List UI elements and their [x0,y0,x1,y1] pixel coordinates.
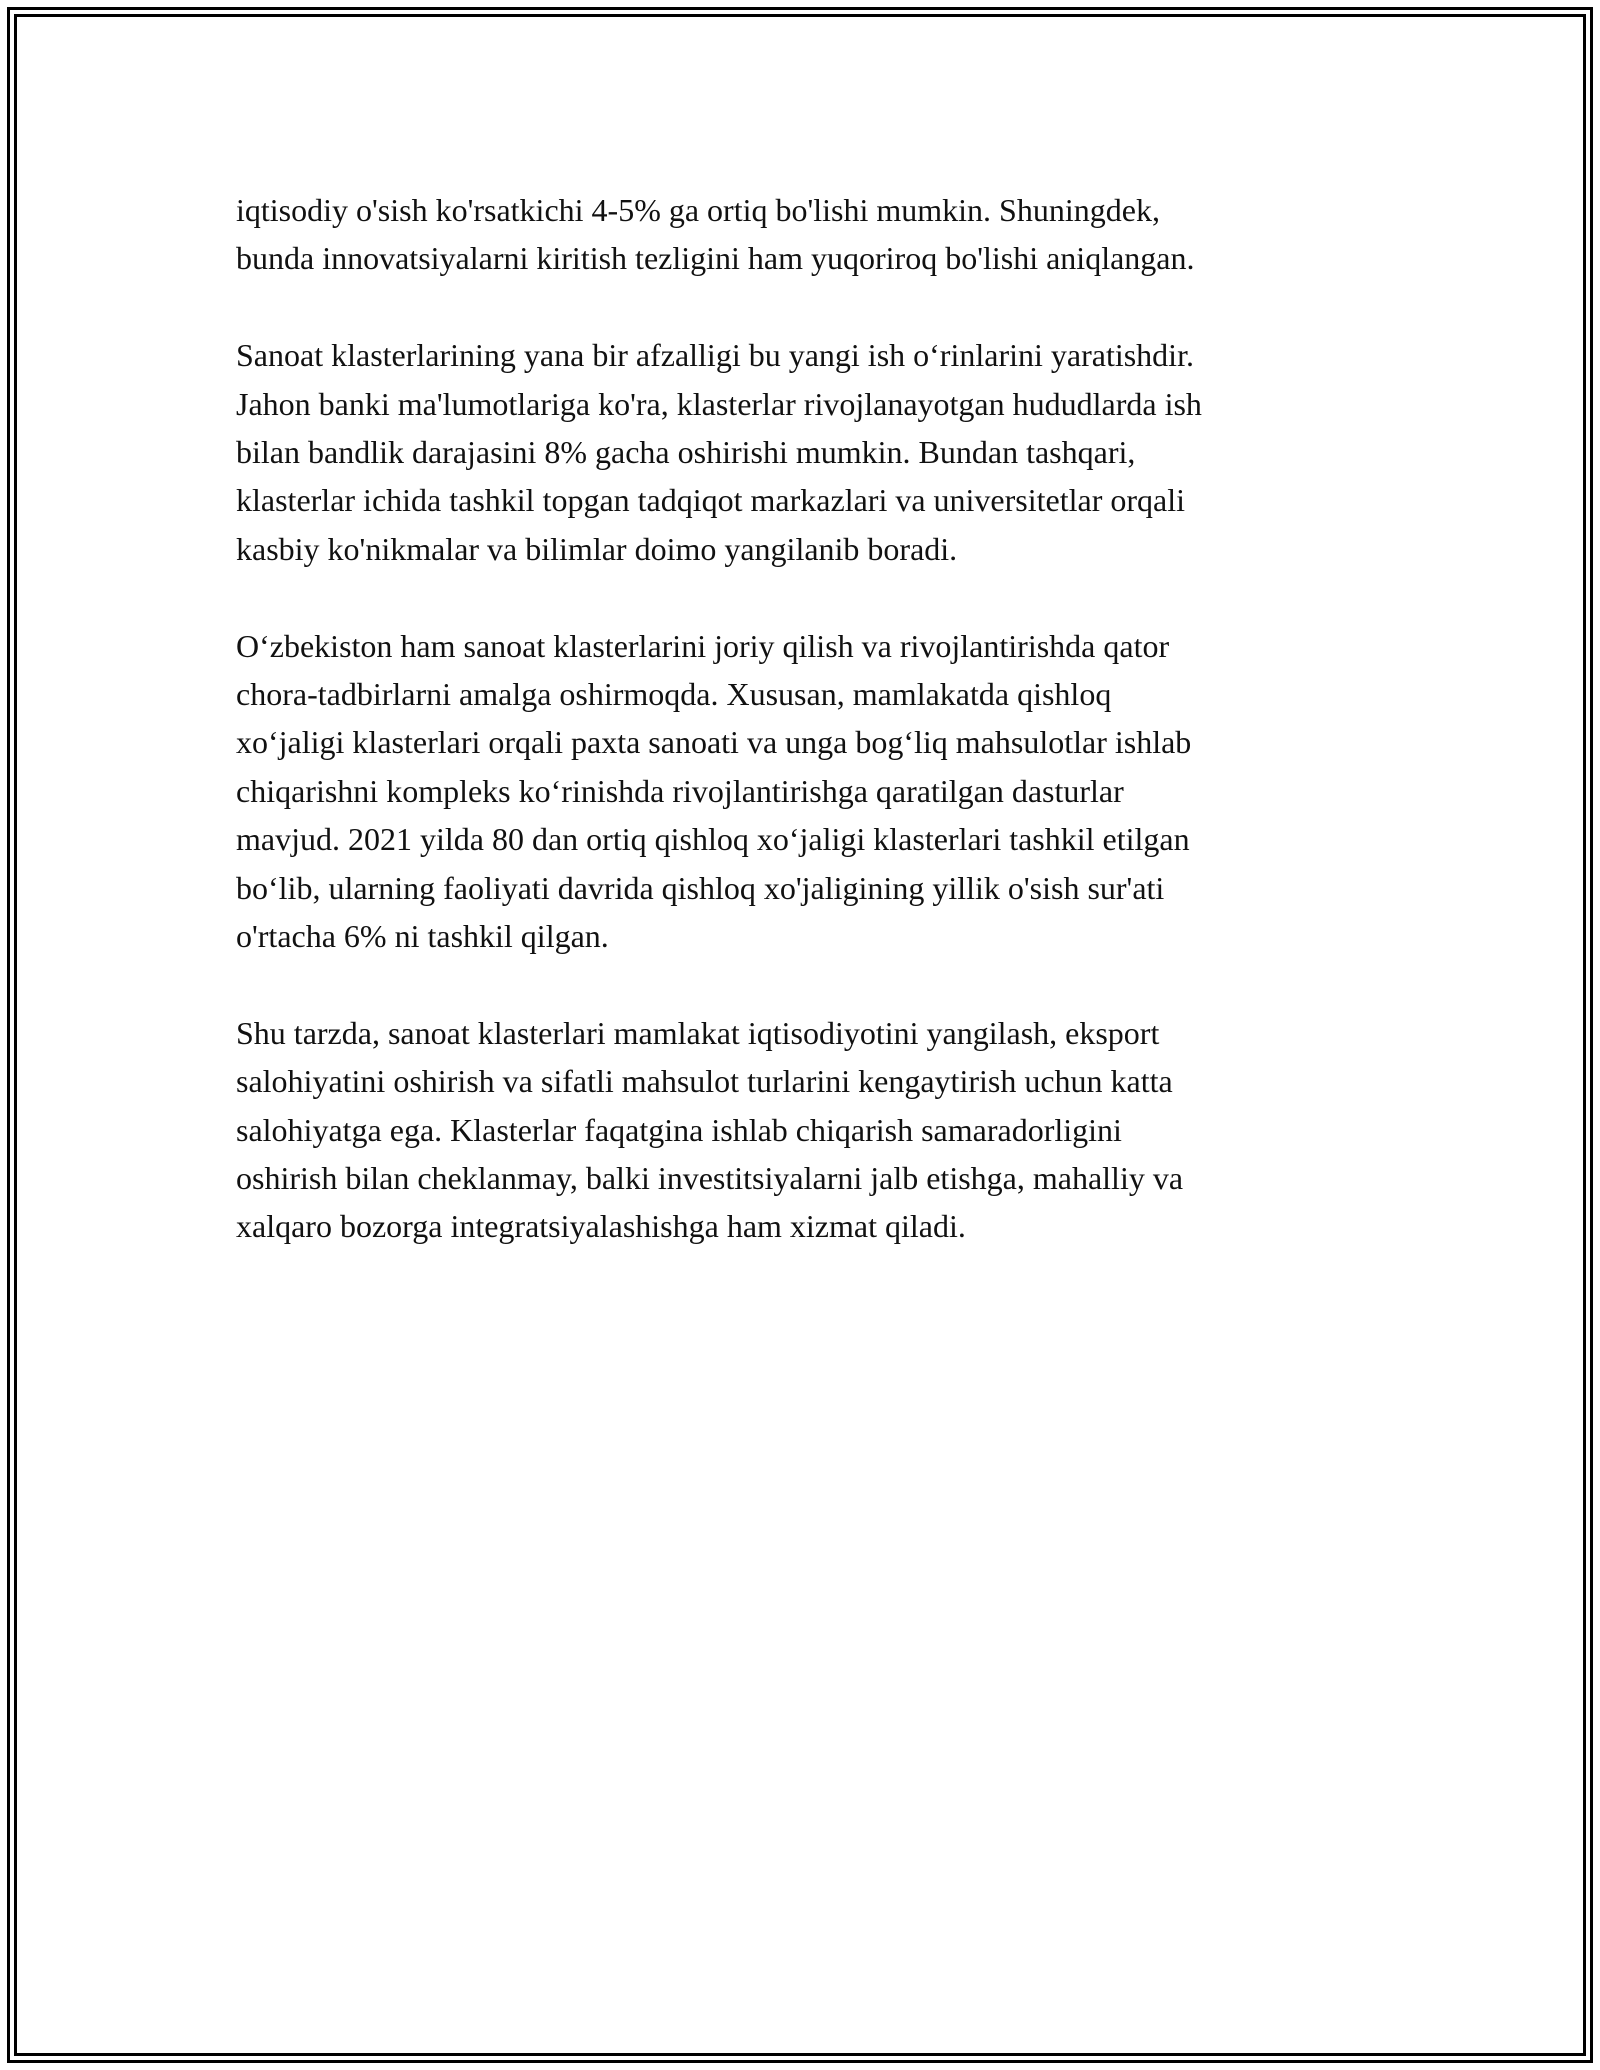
text-line: Jahon banki ma'lumotlariga ko'ra, klasterlar rivojlanayotgan hududlarda ish [236,385,1202,422]
text-line: oshirish bilan cheklanmay, balki investitsiyalarni jalb etishga, mahalliy va [236,1160,1184,1197]
text-line: Sanoat klasterlarining yana bir afzalligi bu yangi ish o‘rinlarini yaratishdir. [236,337,1194,374]
text-line: salohiyatga ega. Klasterlar faqatgina ishlab chiqarish samaradorligini [236,1111,1122,1148]
text-line: bilan bandlik darajasini 8% gacha oshirishi mumkin. Bundan tashqari, [236,434,1136,471]
paragraph-4 [236,1009,1386,1251]
text-line: mavjud. 2021 yilda 80 dan ortiq qishloq xo‘jaligi klasterlari tashkil etilgan [236,821,1190,858]
text-line: chiqarishni kompleks ko‘rinishda rivojlantirishga qaratilgan dasturlar [236,772,1124,809]
text-line: klasterlar ichida tashkil topgan tadqiqot markazlari va universitetlar orqali [236,482,1185,519]
document-body [236,186,1386,1299]
text-line: salohiyatini oshirish va sifatli mahsulot turlarini kengaytirish uchun katta [236,1063,1173,1100]
paragraph-3 [236,622,1386,961]
text-line: bo‘lib, ularning faoliyati davrida qishloq xo'jaligining yillik o'sish sur'ati [236,869,1165,906]
text-line: bunda innovatsiyalarni kiritish tezligini ham yuqoriroq bo'lishi aniqlangan. [236,240,1195,277]
text-line: O‘zbekiston ham sanoat klasterlarini joriy qilish va rivojlantirishda qator [236,627,1170,664]
text-line: o'rtacha 6% ni tashkil qilgan. [236,918,609,955]
text-line: Shu tarzda, sanoat klasterlari mamlakat iqtisodiyotini yangilash, eksport [236,1014,1160,1051]
paragraph-1 [236,186,1386,283]
text-line: xalqaro bozorga integratsiyalashishga ham xizmat qiladi. [236,1208,966,1245]
text-line: chora-tadbirlarni amalga oshirmoqda. Xususan, mamlakatda qishloq [236,676,1112,713]
text-line: kasbiy ko'nikmalar va bilimlar doimo yangilanib boradi. [236,530,958,567]
text-line: xo‘jaligi klasterlari orqali paxta sanoati va unga bog‘liq mahsulotlar ishlab [236,724,1192,761]
paragraph-2 [236,331,1386,573]
text-line: iqtisodiy o'sish ko'rsatkichi 4-5% ga ortiq bo'lishi mumkin. Shuningdek, [236,192,1160,228]
